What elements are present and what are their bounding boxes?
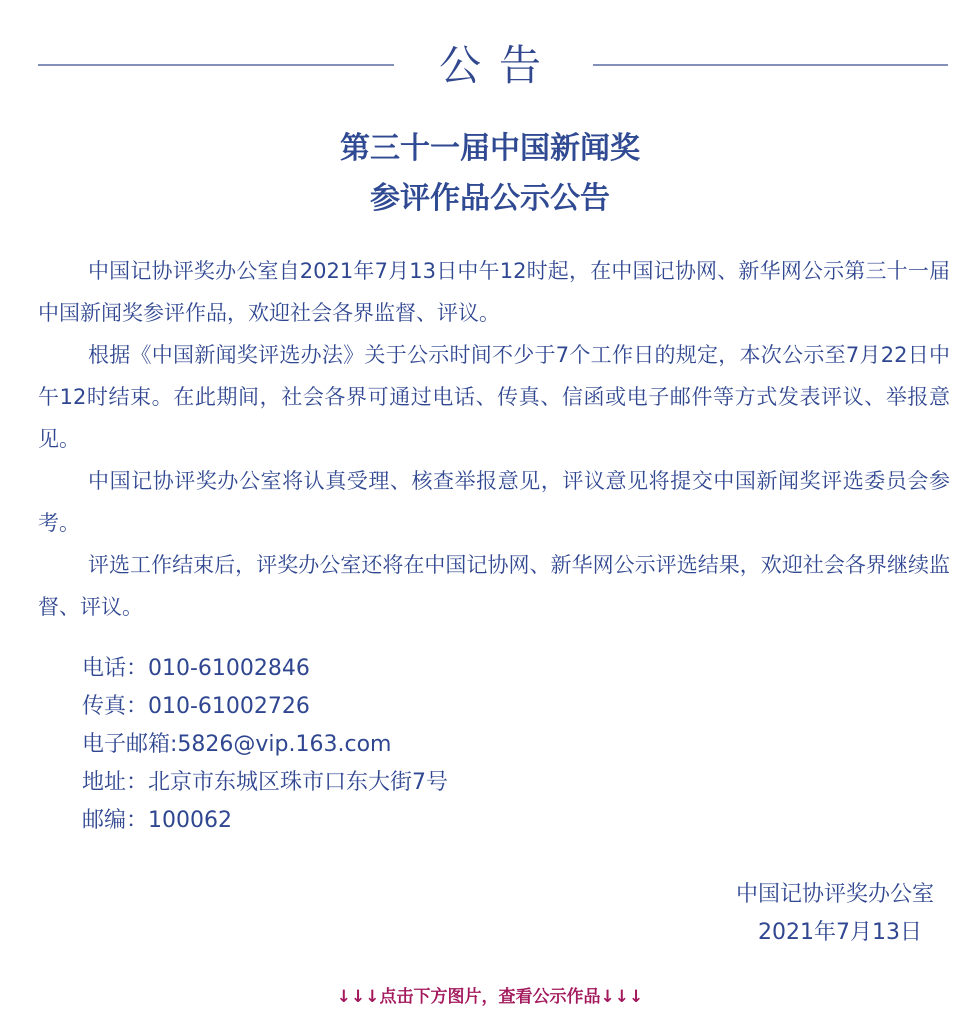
contact-address: 地址：北京市东城区珠市口东大街7号: [82, 770, 448, 795]
view-works-link[interactable]: ↓↓↓点击下方图片，查看公示作品↓↓↓: [336, 987, 644, 1007]
document-title-line1: 第三十一届中国新闻奖: [340, 131, 640, 166]
paragraph: 根据《中国新闻奖评选办法》关于公示时间不少于7个工作日的规定，本次公示至7月22日中午12时结束。在此期间，社会各界可通过电话、传真、信函或电子邮件等方式发表评议、举报意见。: [38, 343, 950, 451]
contact-info: [82, 650, 582, 840]
contact-fax: 传真：010-61002726: [82, 694, 310, 719]
contact-postcode: 邮编：100062: [82, 808, 232, 833]
document-title: [0, 124, 980, 224]
contact-phone: 电话：010-61002846: [82, 656, 310, 681]
signature-block: [736, 876, 934, 952]
notice-heading: 公告: [438, 41, 559, 90]
paragraph: 中国记协评奖办公室将认真受理、核查举报意见，评议意见将提交中国新闻奖评选委员会参考。: [38, 469, 950, 535]
notice-header: [0, 38, 980, 94]
paragraph: 评选工作结束后，评奖办公室还将在中国记协网、新华网公示评选结果，欢迎社会各界继续监督、评议。: [38, 553, 950, 619]
header-divider-right: [593, 64, 948, 66]
paragraph: 中国记协评奖办公室自2021年7月13日中午12时起，在中国记协网、新华网公示第三十一届中国新闻奖参评作品，欢迎社会各界监督、评议。: [38, 259, 950, 325]
signature-org: 中国记协评奖办公室: [735, 882, 934, 907]
document-title-line2: 参评作品公示公告: [370, 181, 610, 216]
signature-date: 2021年7月13日: [758, 920, 922, 945]
contact-email: 电子邮箱:5826@vip.163.com: [82, 732, 392, 757]
document-body: [38, 250, 950, 628]
